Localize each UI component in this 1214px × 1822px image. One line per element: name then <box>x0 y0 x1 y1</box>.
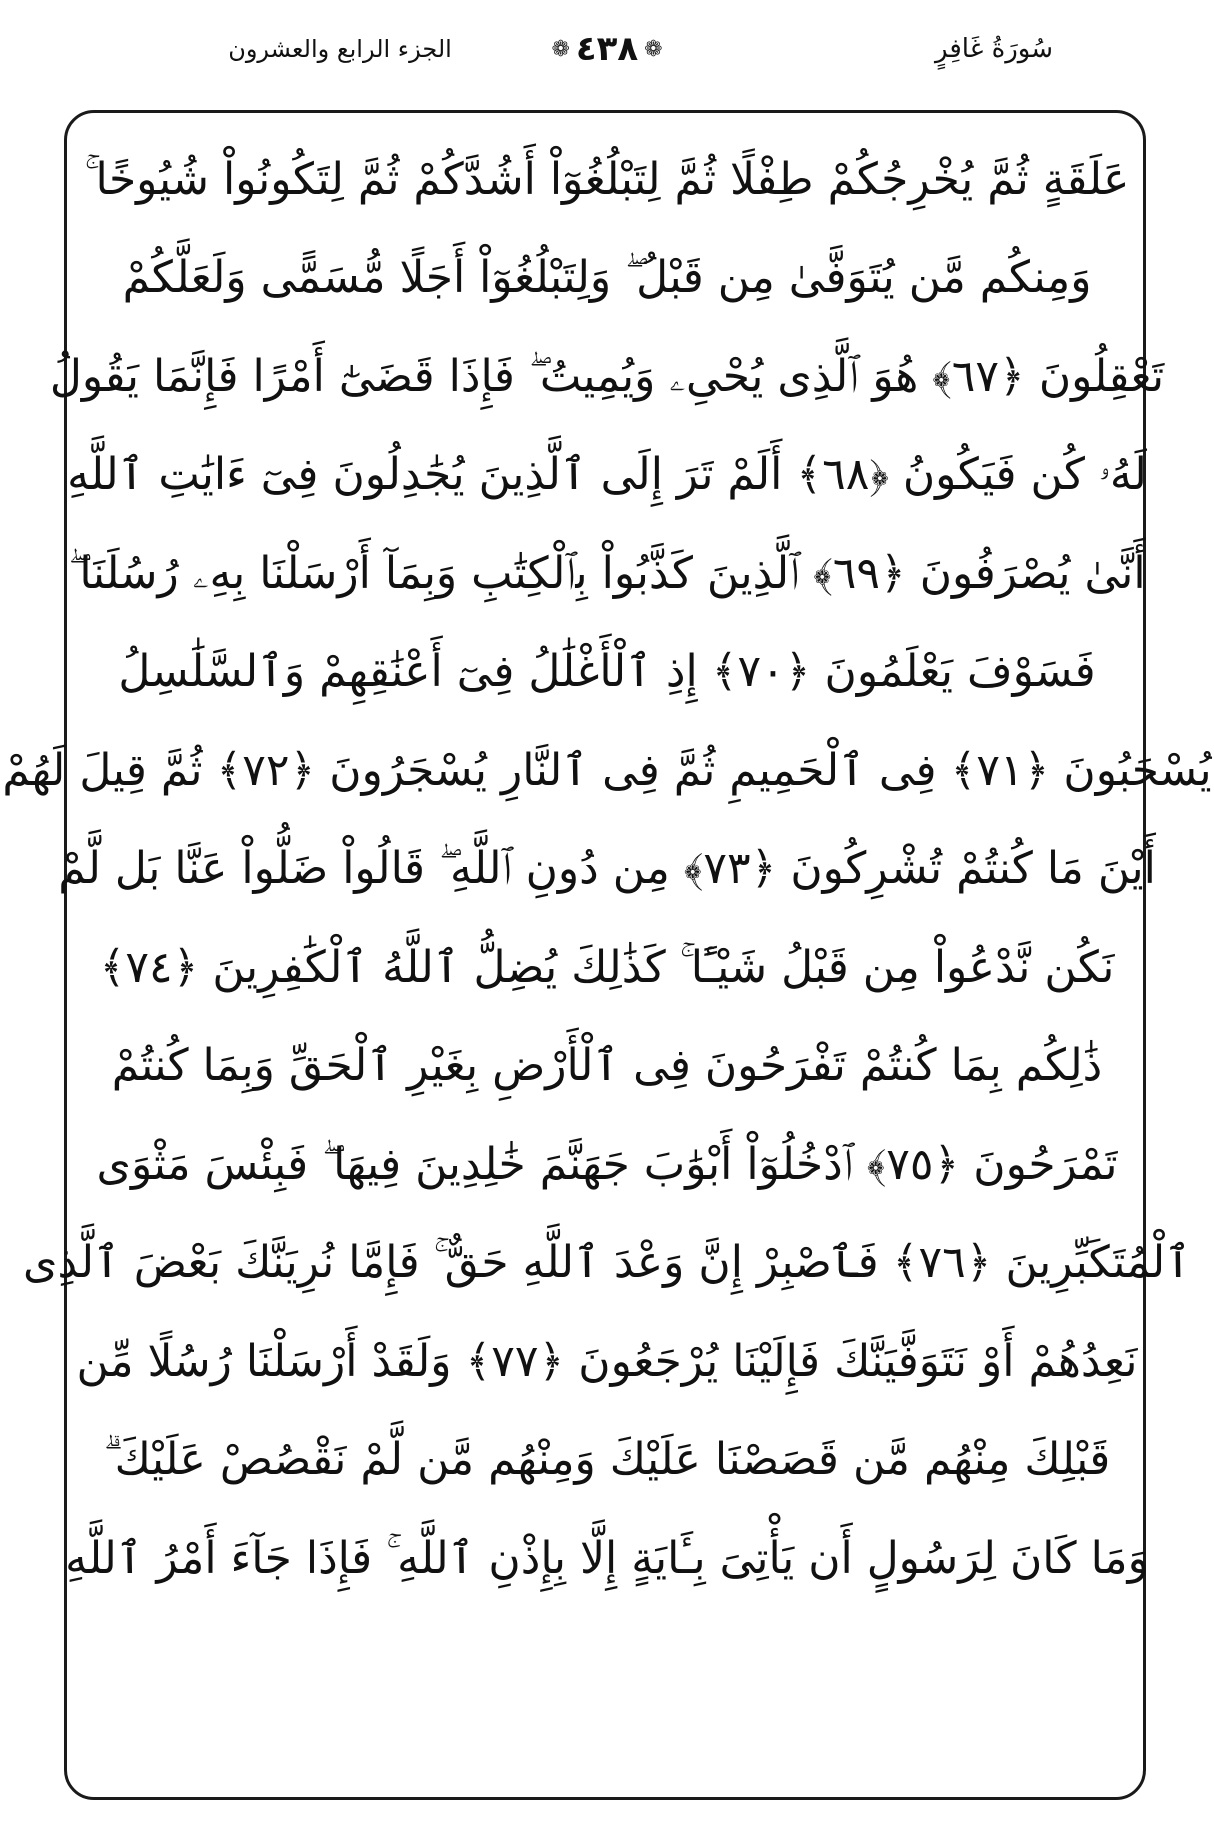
ornament-left-icon: ❁ <box>551 36 570 62</box>
page-number-group <box>507 14 707 84</box>
text-line-8: أَيْنَ مَا كُنتُمْ تُشْرِكُونَ ﴿٧٣﴾ مِن دُونِ ٱللَّهِ ۖ قَالُواْ ضَلُّواْ عَنَّا بَل لَّمْ <box>58 843 1156 895</box>
text-line-12: ٱلْمُتَكَبِّرِينَ ﴿٧٦﴾ فَٱصْبِرْ إِنَّ وَعْدَ ٱللَّهِ حَقٌّ ۚ فَإِمَّا نُرِيَنَّكَ بَعْضَ ٱلَّذِى <box>23 1237 1191 1289</box>
text-line-15: وَمَا كَانَ لِرَسُولٍ أَن يَأْتِىَ بِـَٔايَةٍ إِلَّا بِإِذْنِ ٱللَّهِ ۚ فَإِذَا جَآءَ أَمْرُ ٱللَّهِ <box>65 1532 1149 1584</box>
text-line-2: وَمِنكُم مَّن يُتَوَفَّىٰ مِن قَبْلُ ۖ وَلِتَبْلُغُوٓاْ أَجَلًا مُّسَمًّى وَلَعَلَّكُمْ <box>122 252 1092 304</box>
text-line-6: فَسَوْفَ يَعْلَمُونَ ﴿٧٠﴾ إِذِ ٱلْأَغْلَٰلُ فِىٓ أَعْنَٰقِهِمْ وَٱلسَّلَٰسِلُ <box>118 646 1096 698</box>
ornament-right-icon: ❁ <box>644 36 663 62</box>
page-header <box>0 14 1214 84</box>
text-line-1: عَلَقَةٍ ثُمَّ يُخْرِجُكُمْ طِفْلًا ثُمَّ لِتَبْلُغُوٓاْ أَشُدَّكُمْ ثُمَّ لِتَكُونُواْ شُيُوخًا ۚ <box>84 153 1130 205</box>
text-line-14: قَبْلِكَ مِنْهُم مَّن قَصَصْنَا عَلَيْكَ وَمِنْهُم مَّن لَّمْ نَقْصُصْ عَلَيْكَ ۗ <box>103 1434 1111 1486</box>
juz-label: الجزء الرابع والعشرون <box>228 35 452 63</box>
page-number: ٤٣٨ <box>575 29 639 69</box>
text-line-5: أَنَّىٰ يُصْرَفُونَ ﴿٦٩﴾ ٱلَّذِينَ كَذَّبُواْ بِٱلْكِتَٰبِ وَبِمَآ أَرْسَلْنَا بِهِۦ رُسُلَنَا ۖ <box>68 547 1146 599</box>
text-line-10: ذَٰلِكُم بِمَا كُنتُمْ تَفْرَحُونَ فِى ٱلْأَرْضِ بِغَيْرِ ٱلْحَقِّ وَبِمَا كُنتُمْ <box>111 1040 1103 1092</box>
surah-name: سُورَةُ غَافِرٍ <box>935 34 1053 64</box>
text-line-4: لَهُۥ كُن فَيَكُونُ ﴿٦٨﴾ أَلَمْ تَرَ إِلَى ٱلَّذِينَ يُجَٰدِلُونَ فِىٓ ءَايَٰتِ ٱللَّهِ <box>67 449 1147 501</box>
text-line-7: يُسْحَبُونَ ﴿٧١﴾ فِى ٱلْحَمِيمِ ثُمَّ فِى ٱلنَّارِ يُسْجَرُونَ ﴿٧٢﴾ ثُمَّ قِيلَ لَهُمْ <box>2 744 1212 796</box>
text-line-3: تَعْقِلُونَ ﴿٦٧﴾ هُوَ ٱلَّذِى يُحْىِۦ وَيُمِيتُ ۖ فَإِذَا قَضَىٰٓ أَمْرًا فَإِنَّمَا يَقُولُ <box>49 350 1165 402</box>
quran-text-block <box>2 130 1212 1608</box>
text-line-9: نَكُن نَّدْعُواْ مِن قَبْلُ شَيْـًٔا ۚ كَذَٰلِكَ يُضِلُّ ٱللَّهُ ٱلْكَٰفِرِينَ ﴿٧٤﴾ <box>99 941 1115 993</box>
text-line-11: تَمْرَحُونَ ﴿٧٥﴾ ٱدْخُلُوٓاْ أَبْوَٰبَ جَهَنَّمَ خَٰلِدِينَ فِيهَا ۖ فَبِئْسَ مَثْوَى <box>96 1138 1118 1190</box>
text-line-13: نَعِدُهُمْ أَوْ نَتَوَفَّيَنَّكَ فَإِلَيْنَا يُرْجَعُونَ ﴿٧٧﴾ وَلَقَدْ أَرْسَلْنَا رُسُلًا مِّن <box>76 1335 1138 1387</box>
